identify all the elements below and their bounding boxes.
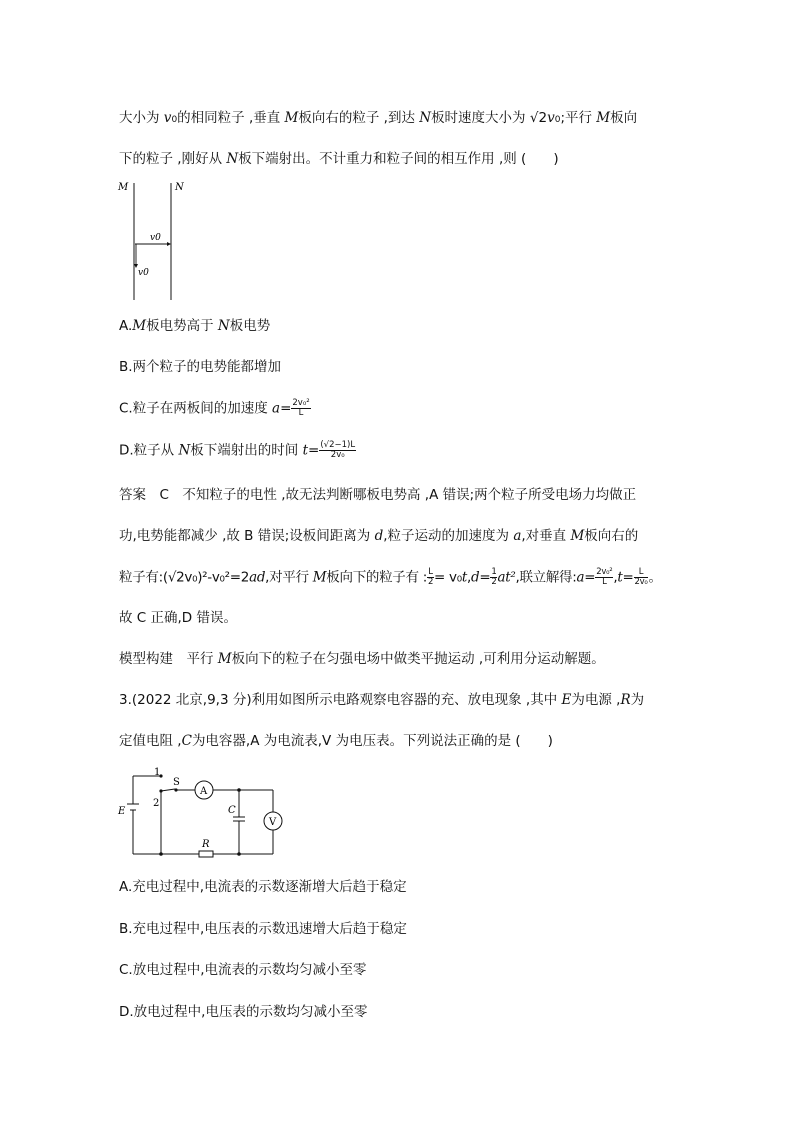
- text: t: [461, 569, 467, 586]
- text: 2: [427, 577, 434, 587]
- q3-stem-line2: [119, 732, 553, 750]
- source-label: E: [118, 806, 126, 817]
- text: 2v₀²: [596, 567, 613, 577]
- v0-right-label: v0: [150, 233, 161, 243]
- text: a: [272, 400, 281, 417]
- text: 为电容器,A 为电流表,V 为电压表。下列说法正确的是 ( ): [191, 733, 553, 749]
- plate-n-label: N: [175, 182, 184, 193]
- text: D.粒子从: [119, 442, 179, 459]
- text: 2v₀²: [292, 398, 310, 408]
- text: √2: [529, 110, 548, 126]
- text: 粒子有:(√2v₀)²-v₀²=2: [119, 569, 250, 586]
- fraction: [634, 568, 649, 587]
- fraction: [319, 441, 356, 460]
- text: 板向右的: [584, 528, 639, 544]
- text: d: [374, 528, 384, 544]
- text: =: [622, 569, 634, 586]
- text: N: [419, 110, 432, 126]
- voltmeter-label: V: [269, 817, 277, 828]
- text: t²: [505, 569, 516, 586]
- text: M: [570, 528, 585, 544]
- text: 为电源 ,: [571, 692, 621, 708]
- text: L: [298, 408, 304, 418]
- text: v: [163, 110, 172, 126]
- q3-option-d: D.放电过程中,电压表的示数均匀减小至零: [119, 1004, 368, 1020]
- text: =: [280, 400, 292, 417]
- fraction: [595, 568, 613, 587]
- text: N: [217, 318, 230, 334]
- text: C: [181, 733, 192, 749]
- text: 模型构建 平行: [119, 651, 218, 667]
- text: ,对平行: [265, 569, 313, 586]
- text: ,对垂直: [521, 528, 571, 544]
- text: a: [576, 569, 585, 586]
- text: 板电势高于: [146, 318, 218, 334]
- text: L: [428, 567, 433, 577]
- text: 3.(2022 北京,9,3 分)利用如图所示电路观察电容器的充、放电现象 ,其中: [119, 692, 562, 708]
- parallel-plates-figure: [115, 178, 195, 303]
- text: ,: [613, 569, 618, 586]
- text: ad: [249, 569, 266, 586]
- text: 定值电阻 ,: [119, 733, 182, 749]
- q3-option-b: B.充电过程中,电压表的示数迅速增大后趋于稳定: [119, 921, 407, 937]
- text: M: [284, 110, 299, 126]
- ammeter-label: A: [200, 786, 208, 797]
- text: a: [513, 528, 522, 544]
- text: =: [308, 442, 320, 459]
- resistor-label: R: [202, 839, 210, 850]
- text: L: [602, 577, 607, 587]
- q3-option-c: C.放电过程中,电流表的示数均匀减小至零: [119, 962, 367, 978]
- capacitor-label: C: [228, 805, 236, 816]
- text: M: [132, 318, 147, 334]
- text: 板时速度大小为: [431, 110, 530, 126]
- text: t: [617, 569, 623, 586]
- velocity-right-arrowhead: [167, 242, 171, 246]
- text: t: [302, 442, 309, 459]
- text: M: [596, 110, 611, 126]
- q3-stem-line1: [119, 691, 644, 709]
- text: 板向下的粒子在匀强电场中做类平抛运动 ,可利用分运动解题。: [231, 651, 605, 667]
- text: a: [497, 569, 506, 586]
- text: 2v₀: [634, 577, 648, 587]
- q3-option-a: A.充电过程中,电流表的示数逐渐增大后趋于稳定: [119, 879, 407, 895]
- text: 板向右的粒子 ,到达: [298, 110, 420, 126]
- text: 功,电势能都减少 ,故 B 错误;设板间距离为: [119, 528, 375, 544]
- q2-option-d: [119, 441, 356, 460]
- text: C.粒子在两板间的加速度: [119, 400, 273, 417]
- q2-option-c: [119, 399, 311, 418]
- text: =: [584, 569, 596, 586]
- text: 。: [648, 569, 662, 586]
- plate-m-label: M: [118, 182, 129, 193]
- q2-stem-line1: [119, 109, 637, 129]
- text: ,: [467, 569, 471, 586]
- text: 板下端射出的时间: [190, 442, 303, 459]
- q2-option-b: B.两个粒子的电势能都增加: [119, 359, 282, 375]
- text: ,粒子运动的加速度为: [383, 528, 514, 544]
- text: =: [479, 569, 491, 586]
- q2-answer-line3: [119, 568, 662, 587]
- text: 0: [554, 115, 561, 125]
- text: 为: [630, 692, 645, 708]
- text: 2: [491, 577, 497, 587]
- text: N: [178, 442, 191, 459]
- text: 大小为: [119, 110, 164, 126]
- text: N: [226, 151, 239, 167]
- text: ,联立解得:: [515, 569, 577, 586]
- text: 2v₀: [330, 450, 345, 460]
- q2-stem-line2: [119, 150, 559, 168]
- text: d: [471, 569, 480, 586]
- switch-label: S: [173, 777, 180, 788]
- fraction: [427, 568, 434, 587]
- text: 板向: [610, 110, 638, 126]
- text: 板下端射出。不计重力和粒子间的相互作用 ,则 ( ): [238, 151, 559, 167]
- text: ;平行: [560, 110, 597, 126]
- text: 0: [171, 115, 178, 125]
- terminal-1-label: 1: [154, 767, 161, 778]
- text: 板电势: [229, 318, 271, 334]
- text: M: [312, 569, 327, 586]
- text: 1: [491, 567, 497, 577]
- circuit-diagram: [115, 766, 290, 861]
- q2-answer-line2: [119, 527, 638, 545]
- text: R: [620, 692, 631, 708]
- text: v: [547, 110, 555, 126]
- fraction: [291, 399, 310, 418]
- v0-down-label: v0: [138, 268, 149, 278]
- text: 下的粒子 ,刚好从: [119, 151, 227, 167]
- text: = v₀: [434, 569, 462, 586]
- terminal-2-label: 2: [153, 798, 160, 809]
- text: 板向下的粒子有 :: [326, 569, 427, 586]
- text: A.: [119, 318, 133, 334]
- text: 的相同粒子 ,垂直: [177, 110, 285, 126]
- q2-option-a: [119, 317, 270, 335]
- text: L: [634, 568, 649, 578]
- text: (√2−1)L: [320, 440, 356, 450]
- q2-answer-line4: 故 C 正确,D 错误。: [119, 610, 237, 626]
- q2-model-note: [119, 650, 605, 668]
- q2-answer-line1: 答案 C 不知粒子的电性 ,故无法判断哪板电势高 ,A 错误;两个粒子所受电场力均做正: [119, 487, 637, 503]
- text: E: [561, 692, 572, 708]
- text: M: [217, 651, 232, 667]
